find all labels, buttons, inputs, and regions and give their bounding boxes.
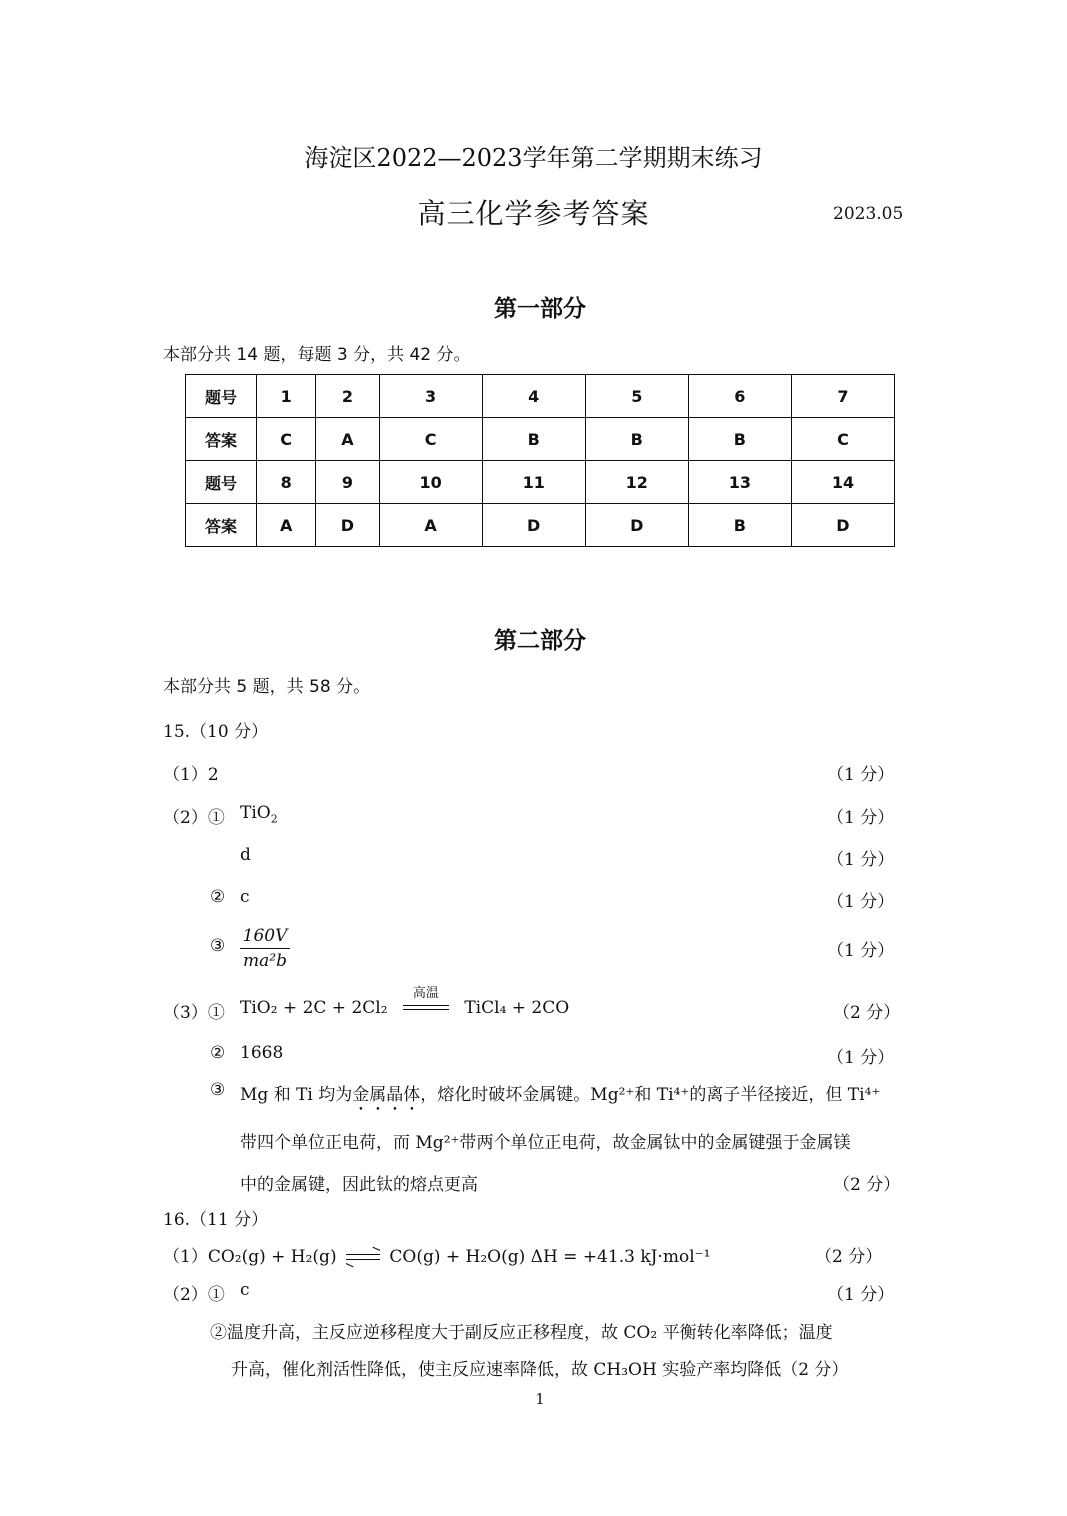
- q15-3-2-mark: ②: [210, 1043, 226, 1063]
- table-row: [186, 504, 895, 547]
- part1-note: 本部分共 14 题，每题 3 分，共 42 分。: [163, 345, 471, 365]
- q15-3-3-mark: ③: [210, 1080, 226, 1100]
- table-cell: D: [316, 504, 379, 547]
- row-label: 答案: [186, 504, 257, 547]
- q15-3-1-score: （2 分）: [833, 1003, 901, 1023]
- q15-3-3-line2: 带四个单位正电荷，而 Mg²⁺带两个单位正电荷，故金属钛中的金属键强于金属镁: [240, 1133, 851, 1153]
- row-label: 题号: [186, 375, 257, 418]
- q16-2-1-answer: c: [240, 1280, 250, 1300]
- q15-2-prefix: （2）①: [163, 808, 225, 828]
- table-cell: 4: [482, 375, 585, 418]
- table-row: [186, 418, 895, 461]
- table-cell: C: [791, 418, 894, 461]
- q15-3-2-score: （1 分）: [827, 1048, 895, 1068]
- table-cell: 1: [257, 375, 316, 418]
- q15-1-answer: （1）2: [163, 765, 219, 785]
- table-cell: B: [688, 418, 791, 461]
- table-cell: 6: [688, 375, 791, 418]
- emphasis-text: 金属晶体: [352, 1085, 421, 1105]
- q15-3-3-score: （2 分）: [833, 1175, 901, 1195]
- part2-heading: 第二部分: [494, 628, 586, 654]
- q16-2-prefix: （2）①: [163, 1285, 225, 1305]
- reversible-arrow-icon: [346, 1251, 380, 1265]
- q15-2-3-score: （1 分）: [827, 941, 895, 961]
- row-label: 题号: [186, 461, 257, 504]
- table-cell: D: [585, 504, 688, 547]
- table-cell: 14: [791, 461, 894, 504]
- table-cell: 7: [791, 375, 894, 418]
- page-number: 1: [535, 1390, 545, 1408]
- table-cell: 12: [585, 461, 688, 504]
- fraction-denominator: ma²b: [243, 951, 287, 971]
- row-label: 答案: [186, 418, 257, 461]
- q16-2-1-score: （1 分）: [827, 1285, 895, 1305]
- q15-3-prefix: （3）①: [163, 1003, 225, 1023]
- table-cell: 2: [316, 375, 379, 418]
- q15-title: 15.（10 分）: [163, 722, 269, 742]
- table-cell: 3: [379, 375, 482, 418]
- table-cell: B: [688, 504, 791, 547]
- part2-note: 本部分共 5 题，共 58 分。: [163, 677, 371, 697]
- equation-right: TiCl₄ + 2CO: [464, 998, 570, 1018]
- answer-table: [185, 374, 895, 547]
- q16-2-2-line1: ②温度升高，主反应逆移程度大于副反应正移程度，故 CO₂ 平衡转化率降低；温度: [210, 1323, 833, 1343]
- q16-1-answer: （1）CO₂(g) + H₂(g) CO(g) + H₂O(g) ΔH = +41.3 kJ·mol⁻¹: [163, 1247, 711, 1267]
- document-subtitle: 高三化学参考答案: [417, 197, 650, 230]
- table-cell: B: [585, 418, 688, 461]
- document-title: 海淀区2022—2023学年第二学期期末练习: [304, 144, 763, 172]
- table-row: [186, 375, 895, 418]
- q15-2-3-fraction: [240, 926, 290, 971]
- part1-heading: 第一部分: [494, 296, 586, 322]
- table-cell: 13: [688, 461, 791, 504]
- table-cell: 9: [316, 461, 379, 504]
- q15-2-d-answer: d: [240, 845, 251, 865]
- document-date: 2023.05: [833, 204, 904, 224]
- table-cell: C: [257, 418, 316, 461]
- table-cell: D: [791, 504, 894, 547]
- fraction-numerator: 160V: [240, 926, 290, 949]
- table-cell: A: [257, 504, 316, 547]
- table-cell: 8: [257, 461, 316, 504]
- q15-2-1-answer: TiO$_2$: [240, 803, 278, 826]
- table-cell: B: [482, 418, 585, 461]
- table-cell: A: [316, 418, 379, 461]
- table-cell: A: [379, 504, 482, 547]
- q15-1-score: （1 分）: [827, 765, 895, 785]
- q16-2-2-line2: 升高，催化剂活性降低，使主反应速率降低，故 CH₃OH 实验产率均降低（2 分）: [231, 1360, 849, 1380]
- q15-2-1-score: （1 分）: [827, 808, 895, 828]
- table-cell: D: [482, 504, 585, 547]
- table-row: [186, 461, 895, 504]
- table-cell: C: [379, 418, 482, 461]
- q15-2-d-score: （1 分）: [827, 850, 895, 870]
- q16-title: 16.（11 分）: [163, 1210, 269, 1230]
- reaction-condition: 高温: [412, 985, 439, 1001]
- table-cell: 11: [482, 461, 585, 504]
- q15-2-2-score: （1 分）: [827, 892, 895, 912]
- table-cell: 10: [379, 461, 482, 504]
- q16-1-score: （2 分）: [815, 1247, 883, 1267]
- table-cell: 5: [585, 375, 688, 418]
- q15-3-3-line1: Mg 和 Ti 均为金属晶体，熔化时破坏金属键。Mg²⁺和 Ti⁴⁺的离子半径接近，但 Ti⁴⁺: [240, 1085, 881, 1105]
- equation-left: TiO₂ + 2C + 2Cl₂: [240, 998, 388, 1018]
- q15-3-3-line3: 中的金属键，因此钛的熔点更高: [240, 1175, 478, 1195]
- equals-arrow-icon: [403, 985, 449, 1018]
- q15-2-2-answer: c: [240, 887, 250, 907]
- q15-2-2-mark: ②: [210, 887, 226, 907]
- q15-3-1-equation: [240, 985, 570, 1018]
- q15-2-3-mark: ③: [210, 936, 226, 956]
- q15-3-2-answer: 1668: [240, 1043, 284, 1063]
